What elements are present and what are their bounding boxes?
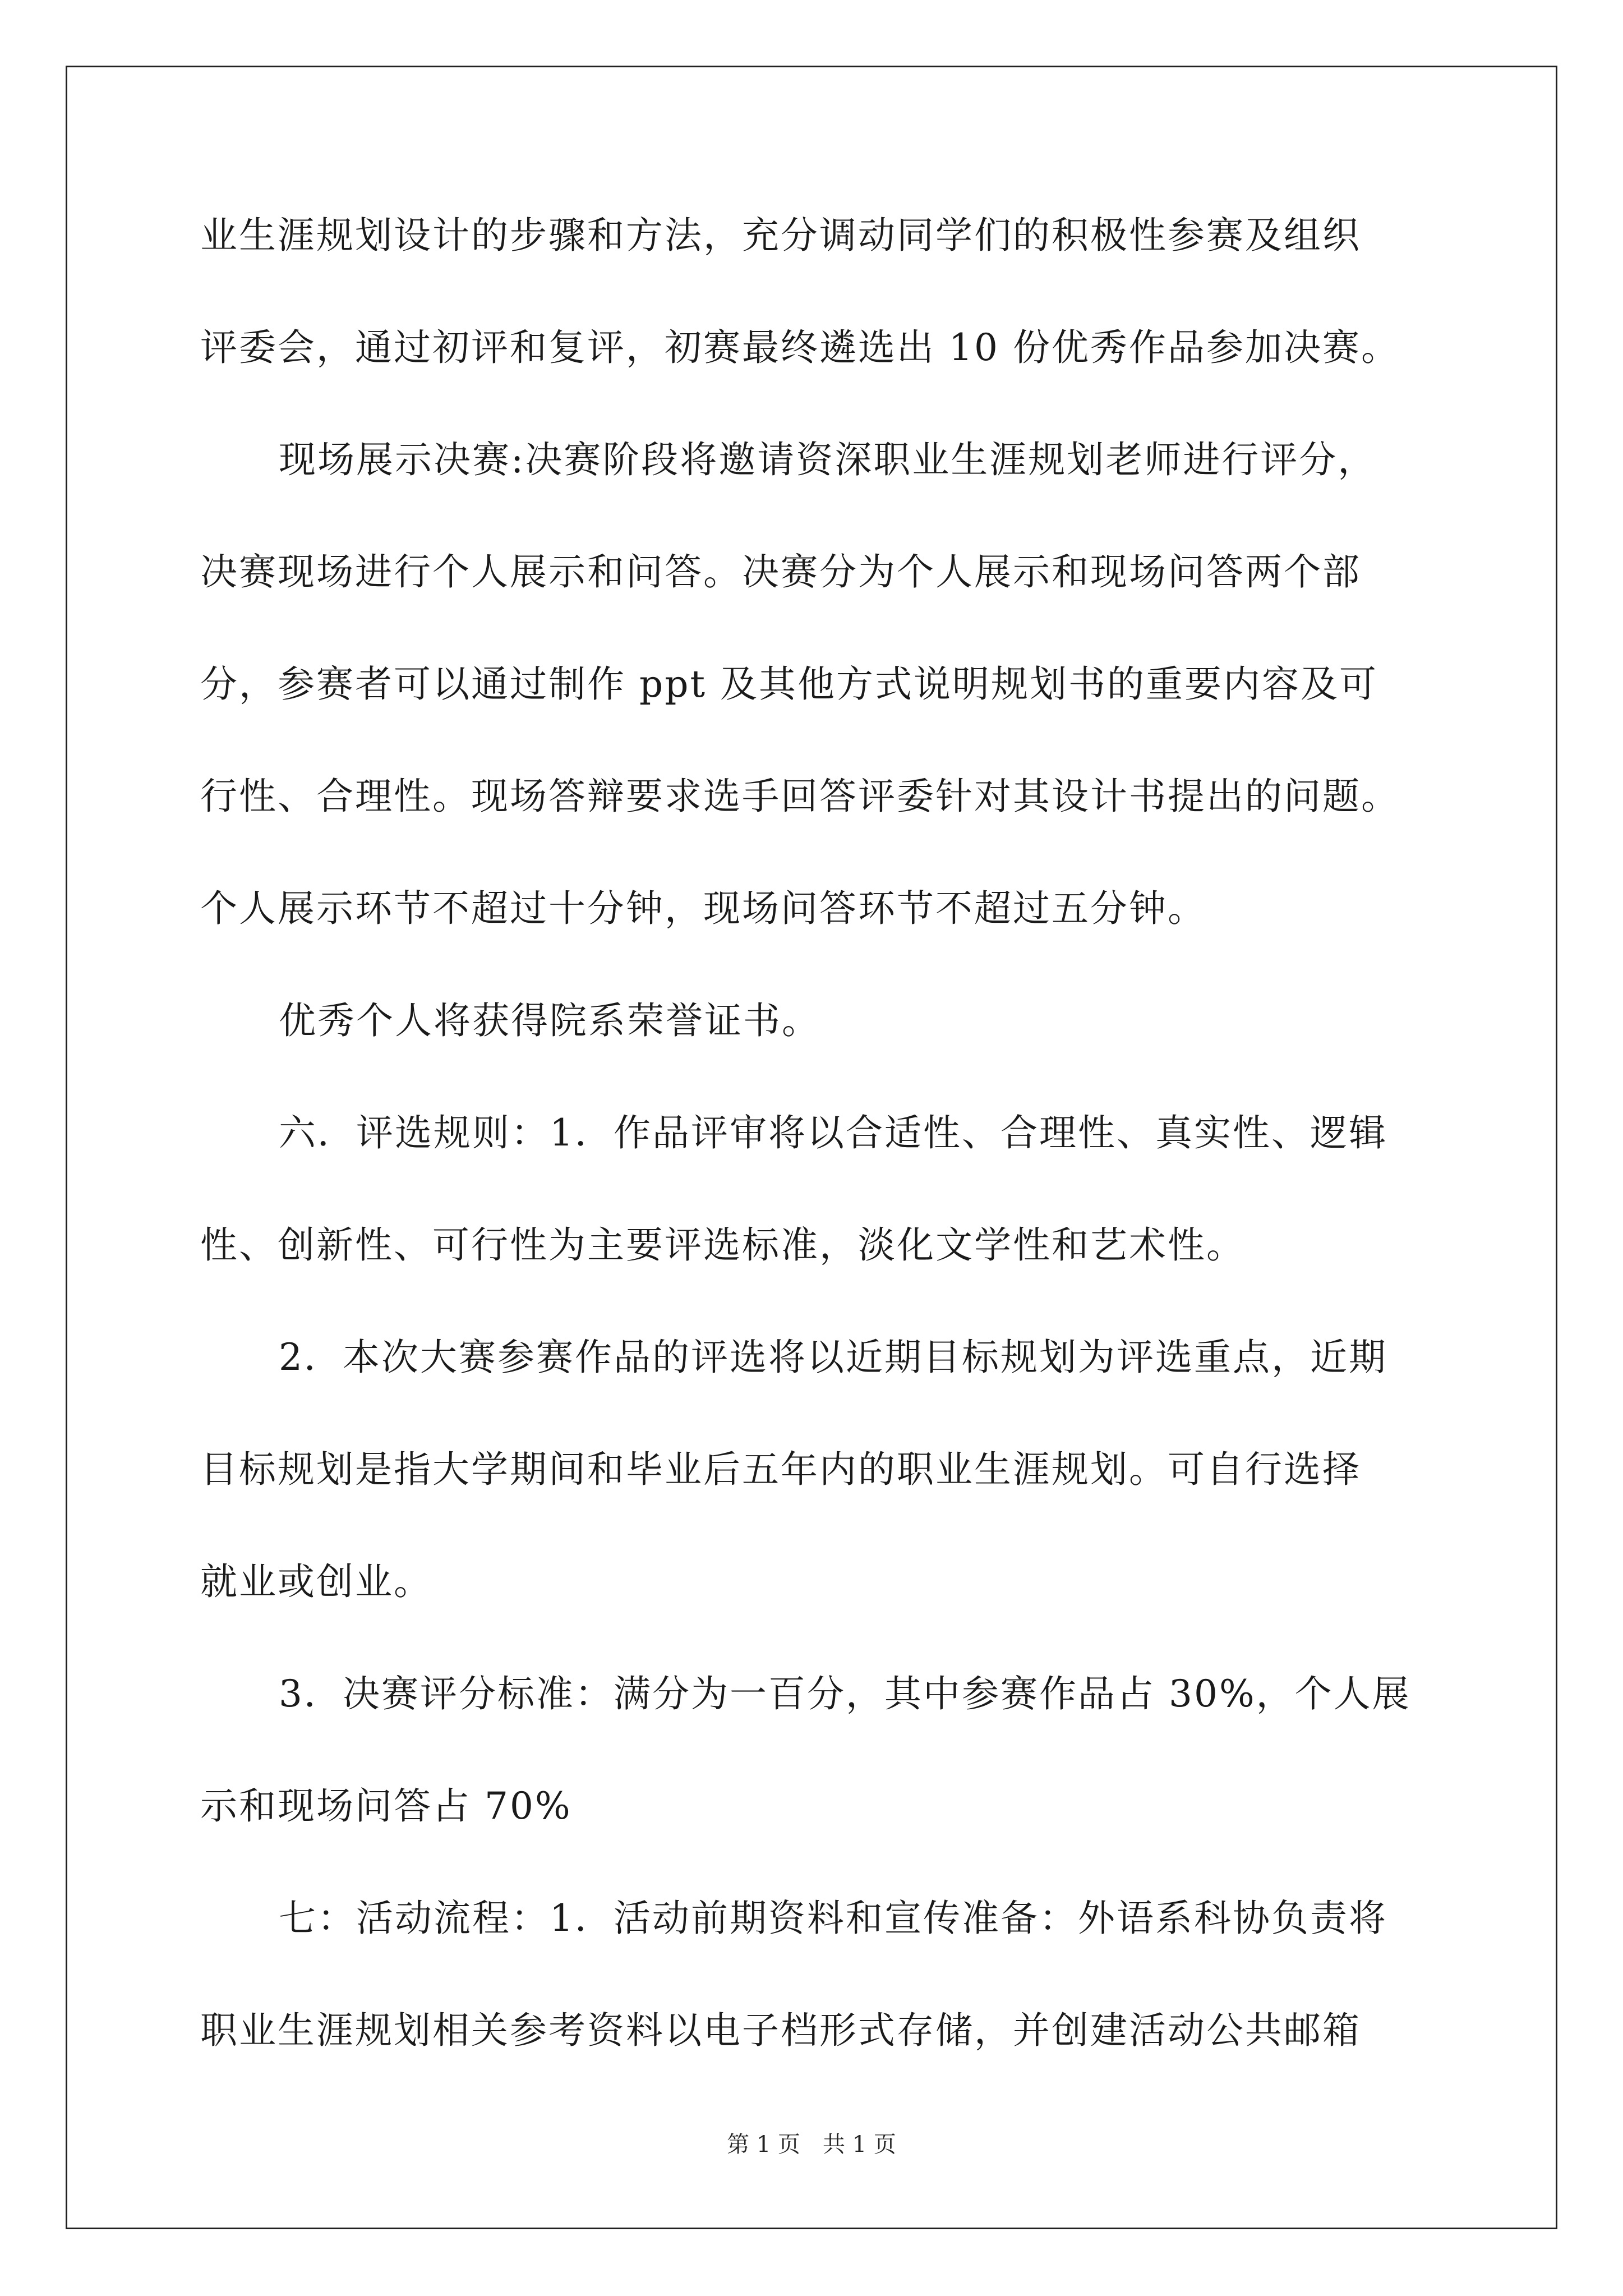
- text-line: 分，参赛者可以通过制作 ppt 及其他方式说明规划书的重要内容及可: [200, 662, 1378, 706]
- paragraph-first-line: 现场展示决赛:决赛阶段将邀请资深职业生涯规划老师进行评分，: [279, 438, 1377, 481]
- text-line: 个人展示环节不超过十分钟，现场问答环节不超过五分钟。: [200, 887, 1206, 930]
- text-line: 行性、合理性。现场答辩要求选手回答评委针对其设计书提出的问题。: [200, 775, 1400, 818]
- paragraph-first-line: 六．评选规则：1．作品评审将以合适性、合理性、真实性、逻辑: [279, 1111, 1387, 1154]
- text-line: 就业或创业。: [200, 1560, 432, 1603]
- paragraph-first-line: 优秀个人将获得院系荣誉证书。: [279, 999, 820, 1042]
- text-line: 目标规划是指大学期间和毕业后五年内的职业生涯规划。可自行选择: [200, 1448, 1361, 1491]
- page-footer: 第 1 页 共 1 页: [727, 2132, 896, 2157]
- text-line: 职业生涯规划相关参考资料以电子档形式存储，并创建活动公共邮箱: [200, 2009, 1361, 2052]
- paragraph-first-line: 3．决赛评分标准：满分为一百分，其中参赛作品占 30%，个人展: [279, 1672, 1411, 1715]
- paragraph-first-line: 七：活动流程：1．活动前期资料和宣传准备：外语系科协负责将: [279, 1897, 1387, 1940]
- text-line: 决赛现场进行个人展示和问答。决赛分为个人展示和现场问答两个部: [200, 550, 1361, 593]
- text-line: 业生涯规划设计的步骤和方法，充分调动同学们的积极性参赛及组织: [200, 214, 1361, 257]
- text-line: 性、创新性、可行性为主要评选标准，淡化文学性和艺术性。: [200, 1223, 1245, 1267]
- paragraph-first-line: 2．本次大赛参赛作品的评选将以近期目标规划为评选重点，近期: [279, 1336, 1387, 1379]
- text-line: 评委会，通过初评和复评，初赛最终遴选出 10 份优秀作品参加决赛。: [200, 326, 1400, 369]
- text-line: 示和现场问答占 70%: [200, 1784, 572, 1828]
